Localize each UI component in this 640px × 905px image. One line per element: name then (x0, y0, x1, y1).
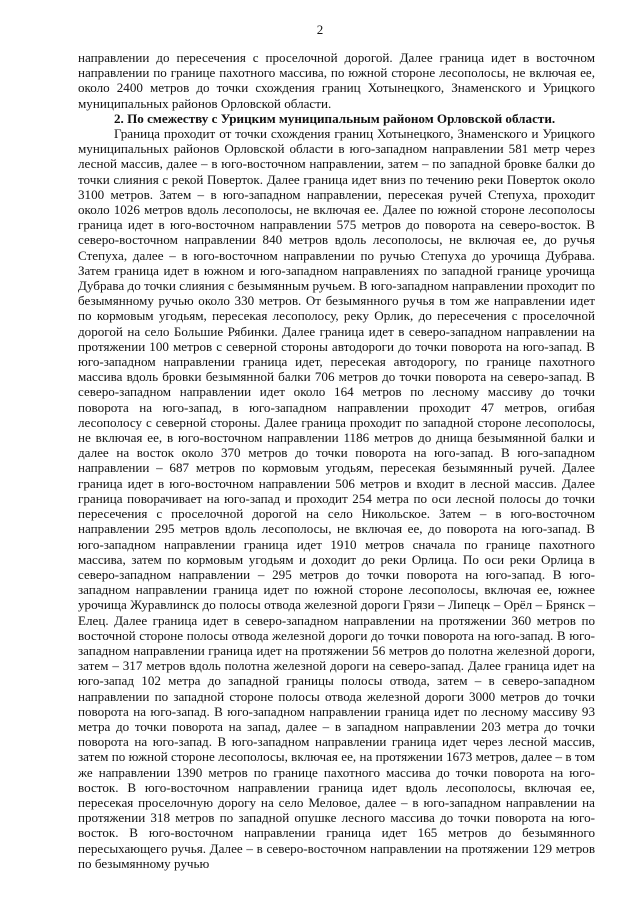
paragraph-continuation: направлении до пересечения с проселочной дорогой. Далее граница идет в восточном направлении по границе пахотного массива, по южной стороне лесополосы, не включая ее, около 2400 метров до точки схождения границ Хотынецкого, Знаменского и Урицкого муниципальных районов Орловской области. (78, 50, 595, 111)
document-body (78, 50, 595, 871)
paragraph-boundary-description: Граница проходит от точки схождения границ Хотынецкого, Знаменского и Урицкого муниципальных районов Орловской области в юго-западном направлении 581 метр через лесной массив, далее – в юго-восточном направлении, затем – по западной бровке балки до точки слияния с рекой Поверток. Далее граница идет вниз по течению реки Поверток около 3100 метров. Затем – в юго-западном направлении, пересекая ручей Степуха, проходит около 1026 метров вдоль лесополосы, не включая ее. Далее по южной стороне лесополосы граница идет в юго-восточном направлении 575 метров до поворота на северо-восток. В северо-восточном направлении 840 метров вдоль лесополосы, не включая ее, до ручья Степуха, далее – в юго-восточном направлении по ручью Степуха до урочища Дубрава. Затем граница идет в южном и юго-западном направлениях по западной границе урочища Дубрава до точки слияния с безымянным ручьем. В юго-западном направлении проходит по безымянному ручью около 330 метров. От безымянного ручья в том же направлении идет по кормовым угодьям, пересекая лесополосу, реку Орлик, до пересечения с проселочной дорогой на село Большие Рябинки. Далее граница идет в северо-западном направлении на протяжении 100 метров с северной стороны автодороги до точки поворота на юго-запад. В юго-западном направлении граница идет, пересекая автодорогу, по границе пахотного массива вдоль бровки безымянной балки 706 метров до точки поворота на северо-запад. В северо-западном направлении идет около 164 метров по лесному массиву до точки поворота на юго-запад, в юго-западном направлении проходит 47 метров, огибая лесополосу с северной стороны. Далее граница проходит по западной стороне лесополосы, не включая ее, в юго-восточном направлении 1186 метров до днища безымянной балки и далее на восток около 370 метров до точки поворота на юго-запад. В юго-западном направлении – 687 метров по кормовым угодьям, пересекая безымянный ручей. Далее граница идет в юго-восточном направлении 506 метров и входит в лесной массив. Далее граница поворачивает на юго-запад и проходит 254 метра по оси лесной полосы до точки пересечения с проселочной дорогой на село Никольское. Затем – в юго-восточном направлении 295 метров вдоль лесополосы, не включая ее, до поворота на юго-запад. В юго-западном направлении граница идет 1910 метров сначала по границе пахотного массива, затем по кормовым угодьям и доходит до реки Орлица. По оси реки Орлица в северо-западном направлении – 295 метров до точки поворота на юго-запад. В юго-западном направлении граница идет по южной стороне лесополосы, включая ее, южнее урочища Журавлинск до полосы отвода железной дороги Грязи – Липецк – Орёл – Брянск – Елец. Далее граница идет в северо-западном направлении на протяжении 360 метров по восточной стороне полосы отвода железной дороги до точки поворота на юго-запад. В юго-западном направлении граница идет на протяжении 56 метров до полотна железной дороги, затем – 317 метров вдоль полотна железной дороги на северо-запад. Далее граница идет на юго-запад 102 метра до западной границы полосы отвода, затем – в северо-западном направлении по западной стороне полосы отвода железной дороги 3000 метров до точки поворота на юго-запад. В юго-западном направлении граница идет по лесному массиву 93 метра до точки поворота на запад, далее – в западном направлении 203 метра до точки поворота на юго-запад. В юго-западном направлении граница идет через лесной массив, затем по южной стороне лесополосы, включая ее, на протяжении 1673 метров, далее – в том же направлении 1390 метров по границе пахотного массива до точки поворота на юго-восток. В юго-восточном направлении граница идет вдоль лесополосы, включая ее, пересекая проселочную дорогу на село Меловое, далее – в юго-западном направлении на протяжении 318 метров по западной опушке лесного массива до точки поворота на юго-восток. В юго-восточном направлении граница идет 165 метров до безымянного пересыхающего ручья. Далее – в северо-восточном направлении на протяжении 129 метров по безымянному ручью (78, 126, 595, 871)
page-number: 2 (316, 22, 324, 37)
section-heading: 2. По смежеству с Урицким муниципальным районом Орловской области. (114, 110, 556, 126)
